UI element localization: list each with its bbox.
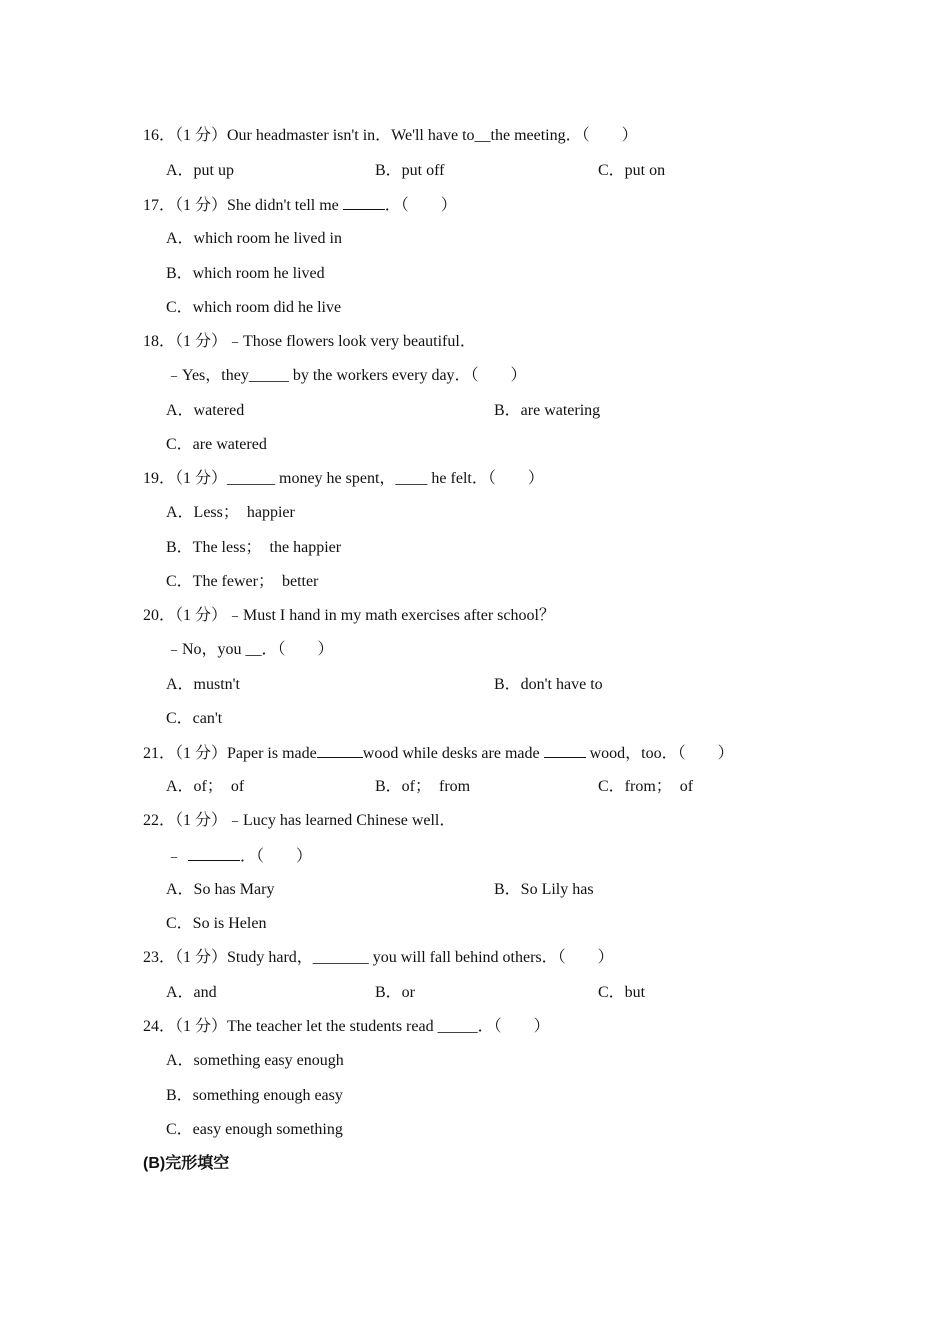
section-heading: (B)完形填空: [143, 1155, 230, 1172]
q18-option-c[interactable]: C．are watered: [166, 436, 267, 453]
q17-stem-end: ．（ ）: [384, 197, 457, 214]
q20-option-c[interactable]: C．can't: [166, 710, 223, 727]
q22-dash: ﹣: [166, 848, 183, 865]
answer-blank: [317, 743, 363, 758]
question-20: 20．（1 分）﹣Must I hand in my math exercises after school？: [143, 607, 555, 624]
q16-option-a[interactable]: A．put up: [166, 162, 235, 179]
question-19: 19．（1 分）______ money he spent，____ he felt．（ ）: [143, 470, 544, 487]
q22-option-c[interactable]: C．So is Helen: [166, 915, 267, 932]
q16-option-b[interactable]: B．put off: [375, 162, 445, 179]
answer-blank: [188, 846, 240, 861]
q17-stem-start: 17．（1 分）She didn't tell me: [143, 197, 343, 214]
q18-option-a[interactable]: A．watered: [166, 402, 245, 419]
q19-option-c[interactable]: C．The fewer； better: [166, 573, 319, 590]
q23-option-c[interactable]: C．but: [598, 984, 646, 1001]
q23-option-b[interactable]: B．or: [375, 984, 416, 1001]
answer-blank: [544, 743, 586, 758]
q24-option-c[interactable]: C．easy enough something: [166, 1121, 343, 1138]
q21-stem-middle: wood while desks are made: [362, 745, 544, 762]
answer-blank: [343, 195, 385, 210]
q21-stem-end: wood，too．（ ）: [585, 745, 734, 762]
question-22: 22．（1 分）﹣Lucy has learned Chinese well．: [143, 812, 456, 829]
q21-option-c[interactable]: C．from； of: [598, 778, 694, 795]
q18-option-b[interactable]: B．are watering: [494, 402, 601, 419]
question-21: [143, 743, 734, 764]
q21-stem-start: 21．（1 分）Paper is made: [143, 745, 317, 762]
q24-option-a[interactable]: A．something easy enough: [166, 1052, 344, 1069]
question-24: 24．（1 分）The teacher let the students read _____．（ ）: [143, 1018, 550, 1035]
q20-option-a[interactable]: A．mustn't: [166, 676, 241, 693]
q22-stem-end: ．（ ）: [240, 848, 313, 865]
question-23: 23．（1 分）Study hard，_______ you will fall behind others．（ ）: [143, 949, 614, 966]
q19-option-a[interactable]: A．Less； happier: [166, 504, 295, 521]
q18-dialogue-line: ﹣Yes，they_____ by the workers every day．（ ）: [166, 367, 527, 384]
q22-dialogue-line: [166, 846, 312, 867]
q20-dialogue-line: ﹣No，you __．（ ）: [166, 641, 334, 658]
q17-option-b[interactable]: B．which room he lived: [166, 265, 325, 282]
q22-option-a[interactable]: A．So has Mary: [166, 881, 275, 898]
q24-option-b[interactable]: B．something enough easy: [166, 1087, 343, 1104]
q16-option-c[interactable]: C．put on: [598, 162, 666, 179]
q20-option-b[interactable]: B．don't have to: [494, 676, 603, 693]
q21-option-a[interactable]: A．of； of: [166, 778, 245, 795]
q17-option-c[interactable]: C．which room did he live: [166, 299, 342, 316]
question-18: 18．（1 分）﹣Those flowers look very beautiful．: [143, 333, 476, 350]
q17-option-a[interactable]: A．which room he lived in: [166, 230, 342, 247]
question-16: 16．（1 分）Our headmaster isn't in．We'll have to__the meeting．（ ）: [143, 127, 638, 144]
q19-option-b[interactable]: B．The less； the happier: [166, 539, 342, 556]
q21-option-b[interactable]: B．of； from: [375, 778, 471, 795]
question-17: [143, 195, 457, 216]
q23-option-a[interactable]: A．and: [166, 984, 217, 1001]
q22-option-b[interactable]: B．So Lily has: [494, 881, 594, 898]
